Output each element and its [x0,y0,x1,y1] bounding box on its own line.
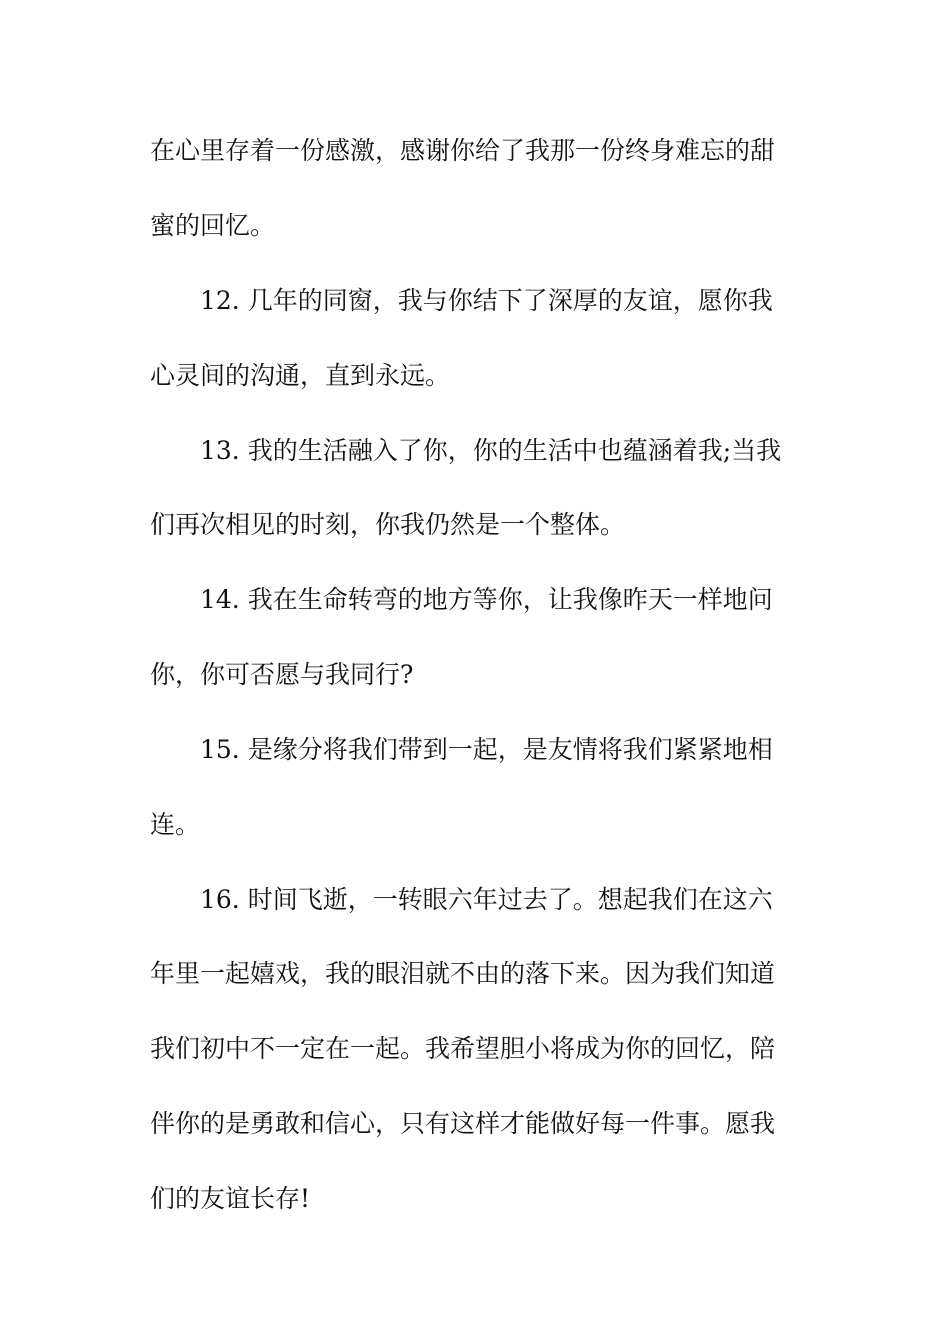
text-line: 你，你可否愿与我同行? [150,660,414,689]
text-line: 们再次相见的时刻，你我仍然是一个整体。 [150,510,626,539]
text-line: 伴你的是勇敢和信心，只有这样才能做好每一件事。愿我 [150,1109,776,1138]
text-line: 在心里存着一份感激，感谢你给了我那一份终身难忘的甜 [150,136,776,165]
text-line: 年里一起嬉戏，我的眼泪就不由的落下来。因为我们知道 [150,959,776,988]
list-item-15: 15. 是缘分将我们带到一起，是友情将我们紧紧地相 [200,735,773,764]
list-item-12: 12. 几年的同窗，我与你结下了深厚的友谊，愿你我 [200,286,773,315]
text-line: 们的友谊长存! [150,1184,311,1213]
list-item-16: 16. 时间飞逝，一转眼六年过去了。想起我们在这六 [200,885,773,914]
text-line: 连。 [150,810,201,839]
list-item-13: 13. 我的生活融入了你，你的生活中也蕴涵着我;当我 [200,436,782,465]
text-line: 蜜的回忆。 [150,211,276,240]
list-item-14: 14. 我在生命转弯的地方等你，让我像昨天一样地问 [200,585,773,614]
text-line: 我们初中不一定在一起。我希望胆小将成为你的回忆，陪 [150,1034,776,1063]
text-line: 心灵间的沟通，直到永远。 [150,361,451,390]
